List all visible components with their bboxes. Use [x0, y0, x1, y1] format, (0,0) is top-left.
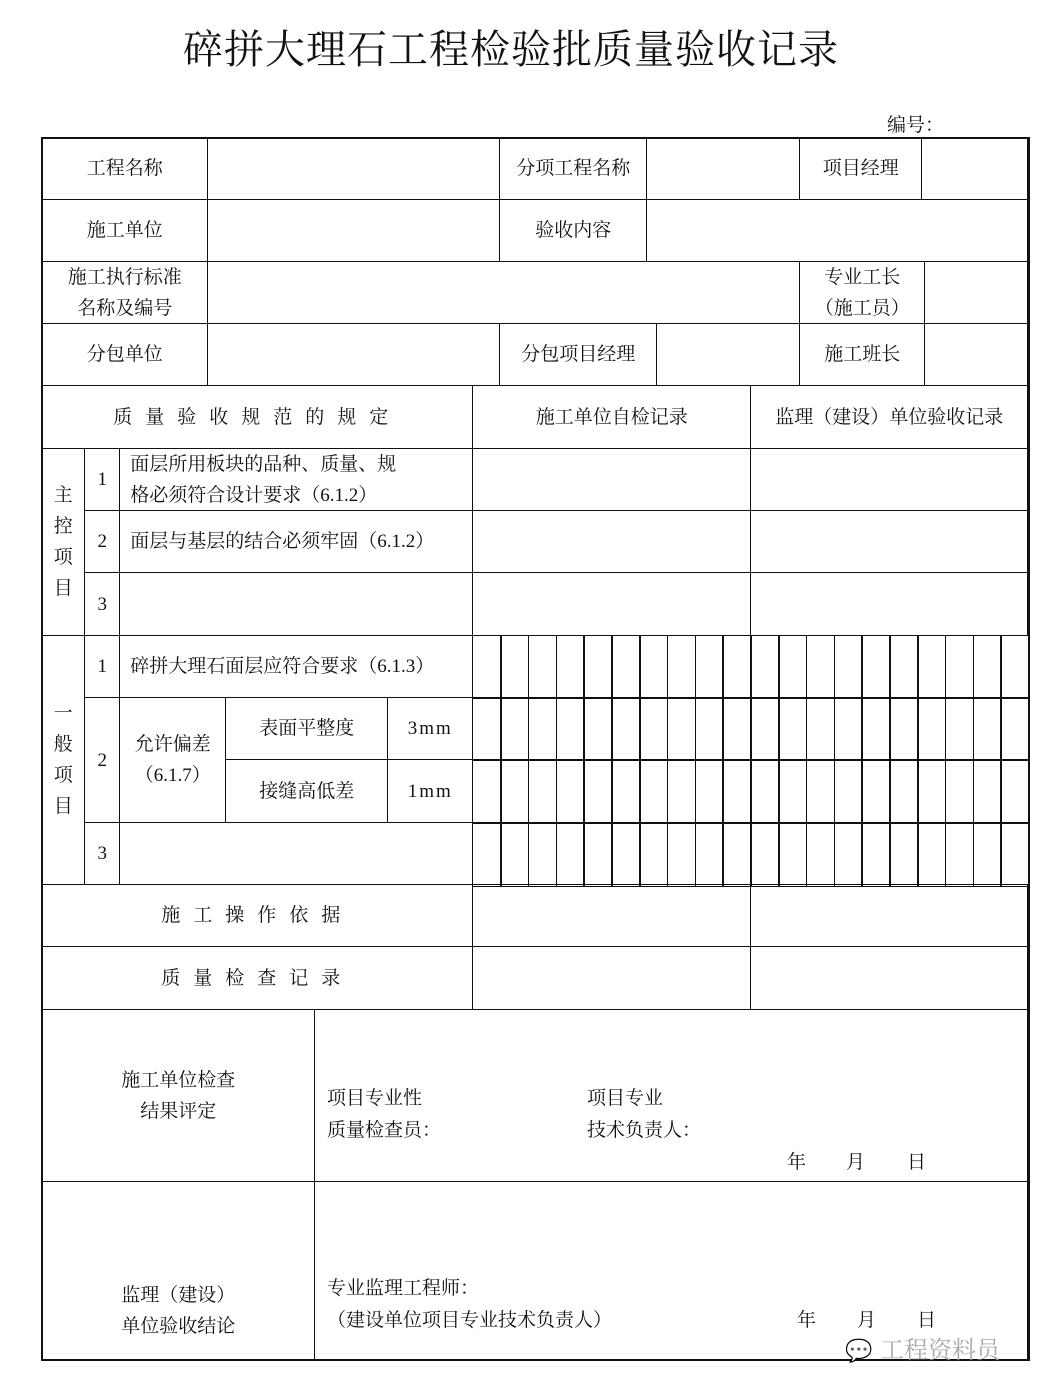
project-manager-label: 项目经理	[799, 137, 922, 200]
grid-cell[interactable]	[917, 697, 946, 761]
tolerance-value: 1mm	[387, 759, 473, 823]
project-manager-field[interactable]	[921, 137, 1028, 200]
grid-cell[interactable]	[695, 822, 724, 887]
grid-cell[interactable]	[834, 635, 863, 699]
spec-header: 质量验收规范的规定	[41, 385, 473, 449]
team-leader-label: 施工班长	[799, 323, 925, 386]
grid-cell[interactable]	[973, 759, 1002, 824]
main-item-text	[119, 572, 473, 636]
grid-cell[interactable]	[695, 759, 724, 824]
grid-cell[interactable]	[611, 697, 640, 761]
grid-cell[interactable]	[834, 822, 863, 887]
main-control-label: 主 控 项 目	[41, 448, 85, 636]
date-year: 年	[787, 1152, 807, 1173]
grid-cell[interactable]	[861, 697, 890, 761]
grid-cell[interactable]	[889, 697, 918, 761]
grid-cell[interactable]	[834, 697, 863, 761]
standard-line1: 施工执行标准	[67, 266, 182, 288]
grid-cell[interactable]	[500, 759, 529, 824]
general-item-text	[119, 822, 473, 885]
grid-cell[interactable]	[945, 635, 974, 699]
grid-cell[interactable]	[917, 635, 946, 699]
project-name-label: 工程名称	[41, 137, 208, 200]
grid-cell[interactable]	[945, 697, 974, 761]
grid-cell[interactable]	[528, 759, 557, 824]
grid-cell[interactable]	[778, 635, 807, 699]
grid-cell[interactable]	[806, 759, 835, 824]
supervision-header: 监理（建设）单位验收记录	[750, 385, 1028, 449]
supervision-conclusion-label: 监理（建设） 单位验收结论	[41, 1181, 315, 1360]
main-item-text: 面层所用板块的品种、质量、规 格必须符合设计要求（6.1.2）	[119, 448, 473, 511]
grid-cell[interactable]	[750, 697, 779, 761]
grid-cell[interactable]	[778, 697, 807, 761]
grid-cell[interactable]	[973, 635, 1002, 699]
tech-lead-line2: 技术负责人：	[587, 1120, 702, 1141]
grid-cell[interactable]	[528, 697, 557, 761]
grid-cell[interactable]	[917, 822, 946, 887]
main-item-supervision[interactable]	[750, 510, 1028, 573]
grid-cell[interactable]	[528, 635, 557, 699]
grid-cell[interactable]	[556, 822, 585, 887]
general-item-no: 1	[84, 635, 120, 698]
grid-cell[interactable]	[834, 759, 863, 824]
grid-cell[interactable]	[472, 697, 501, 761]
date-month: 月	[846, 1152, 866, 1173]
standard-line2: 名称及编号	[77, 297, 173, 319]
team-leader-field[interactable]	[924, 323, 1028, 386]
tech-lead-line1: 项目专业	[587, 1088, 664, 1109]
subitem-name-label: 分项工程名称	[499, 137, 647, 200]
construction-unit-field[interactable]	[207, 199, 500, 262]
grid-cell[interactable]	[667, 822, 696, 887]
subitem-name-field[interactable]	[646, 137, 800, 200]
main-item-self-check[interactable]	[472, 510, 751, 573]
owner-tech-lead: （建设单位项目专业技术负责人）	[327, 1310, 613, 1331]
basis-label: 施工操作依据	[41, 884, 473, 947]
construction-unit-label: 施工单位	[41, 199, 208, 262]
inspection-record-label: 质量检查记录	[41, 946, 473, 1010]
grid-cell[interactable]	[806, 697, 835, 761]
grid-cell[interactable]	[472, 759, 501, 824]
wechat-icon: 💬	[845, 1339, 873, 1364]
grid-cell[interactable]	[889, 759, 918, 824]
grid-cell[interactable]	[639, 697, 668, 761]
grid-cell[interactable]	[500, 635, 529, 699]
standard-label	[41, 261, 208, 324]
record-supervision[interactable]	[750, 946, 1028, 1010]
self-check-header: 施工单位自检记录	[472, 385, 751, 449]
grid-cell[interactable]	[806, 635, 835, 699]
grid-cell[interactable]	[806, 822, 835, 887]
grid-cell[interactable]	[556, 635, 585, 699]
acceptance-content-label: 验收内容	[499, 199, 647, 262]
grid-cell[interactable]	[861, 635, 890, 699]
grid-cell[interactable]	[722, 697, 751, 761]
main-item-no: 3	[84, 572, 120, 636]
grid-cell[interactable]	[583, 697, 612, 761]
grid-cell[interactable]	[945, 822, 974, 887]
grid-cell[interactable]	[611, 759, 640, 824]
grid-cell[interactable]	[528, 822, 557, 887]
project-name-field[interactable]	[207, 137, 500, 200]
standard-field[interactable]	[207, 261, 800, 324]
main-item-supervision[interactable]	[750, 572, 1028, 636]
grid-cell[interactable]	[583, 822, 612, 887]
quality-inspector-line1: 项目专业性	[327, 1088, 423, 1109]
grid-cell[interactable]	[861, 759, 890, 824]
grid-cell[interactable]	[973, 697, 1002, 761]
grid-cell[interactable]	[750, 635, 779, 699]
general-item-no: 3	[84, 822, 120, 885]
tolerance-name: 表面平整度	[225, 697, 388, 760]
date-year: 年	[797, 1310, 817, 1331]
grid-cell[interactable]	[667, 635, 696, 699]
grid-cell[interactable]	[611, 822, 640, 887]
grid-cell[interactable]	[1000, 635, 1029, 699]
grid-cell[interactable]	[917, 759, 946, 824]
grid-cell[interactable]	[556, 697, 585, 761]
main-item-no: 1	[84, 448, 120, 511]
grid-cell[interactable]	[722, 635, 751, 699]
date-day: 日	[917, 1310, 937, 1331]
tolerance-label: 允许偏差 （6.1.7）	[119, 697, 226, 823]
tolerance-name: 接缝高低差	[225, 759, 388, 823]
grid-cell[interactable]	[695, 635, 724, 699]
grid-cell[interactable]	[861, 822, 890, 887]
grid-cell[interactable]	[778, 759, 807, 824]
page-title: 碎拼大理石工程检验批质量验收记录	[183, 27, 839, 72]
supervision-engineer: 专业监理工程师：	[327, 1278, 480, 1299]
grid-cell[interactable]	[722, 759, 751, 824]
grid-cell[interactable]	[945, 759, 974, 824]
grid-cell[interactable]	[889, 822, 918, 887]
grid-cell[interactable]	[1000, 822, 1029, 887]
number-label: 编号：	[887, 115, 945, 136]
sub-manager-label: 分包项目经理	[499, 323, 657, 386]
grid-cell[interactable]	[500, 697, 529, 761]
grid-cell[interactable]	[750, 759, 779, 824]
grid-cell[interactable]	[889, 635, 918, 699]
basis-supervision[interactable]	[750, 884, 1028, 947]
general-item-no: 2	[84, 697, 120, 823]
main-item-self-check[interactable]	[472, 448, 751, 511]
general-label: 一 般 项 目	[41, 635, 85, 885]
grid-cell[interactable]	[778, 822, 807, 887]
grid-cell[interactable]	[611, 635, 640, 699]
grid-cell[interactable]	[750, 822, 779, 887]
main-item-self-check[interactable]	[472, 572, 751, 636]
grid-cell[interactable]	[556, 759, 585, 824]
grid-cell[interactable]	[667, 697, 696, 761]
tolerance-value: 3mm	[387, 697, 473, 760]
grid-cell[interactable]	[472, 635, 501, 699]
grid-cell[interactable]	[1000, 759, 1029, 824]
grid-cell[interactable]	[1000, 697, 1029, 761]
acceptance-content-field[interactable]	[646, 199, 1028, 262]
construction-check-label: 施工单位检查 结果评定	[41, 1009, 315, 1182]
foreman-field[interactable]	[924, 261, 1028, 324]
grid-cell[interactable]	[639, 822, 668, 887]
foreman-line2: （施工员）	[814, 297, 910, 319]
grid-cell[interactable]	[722, 822, 751, 887]
grid-cell[interactable]	[472, 822, 501, 887]
main-item-text: 面层与基层的结合必须牢固（6.1.2）	[119, 510, 473, 573]
grid-cell[interactable]	[639, 635, 668, 699]
foreman-label	[799, 261, 925, 324]
watermark: 💬 工程资料员	[845, 1336, 1001, 1364]
grid-cell[interactable]	[695, 697, 724, 761]
record-self-check[interactable]	[472, 946, 751, 1010]
grid-cell[interactable]	[639, 759, 668, 824]
general-item-text: 碎拼大理石面层应符合要求（6.1.3）	[119, 635, 473, 698]
foreman-line1: 专业工长	[824, 266, 901, 288]
grid-cell[interactable]	[973, 822, 1002, 887]
grid-cell[interactable]	[583, 759, 612, 824]
subcontractor-label: 分包单位	[41, 323, 208, 386]
quality-inspector-line2: 质量检查员：	[327, 1120, 442, 1141]
date-month: 月	[857, 1310, 877, 1331]
date-day: 日	[907, 1152, 927, 1173]
main-item-no: 2	[84, 510, 120, 573]
main-item-supervision[interactable]	[750, 448, 1028, 511]
basis-self-check[interactable]	[472, 884, 751, 947]
subcontractor-field[interactable]	[207, 323, 500, 386]
grid-cell[interactable]	[667, 759, 696, 824]
sub-manager-field[interactable]	[656, 323, 800, 386]
grid-cell[interactable]	[583, 635, 612, 699]
inspection-grid	[473, 636, 1029, 886]
grid-cell[interactable]	[500, 822, 529, 887]
